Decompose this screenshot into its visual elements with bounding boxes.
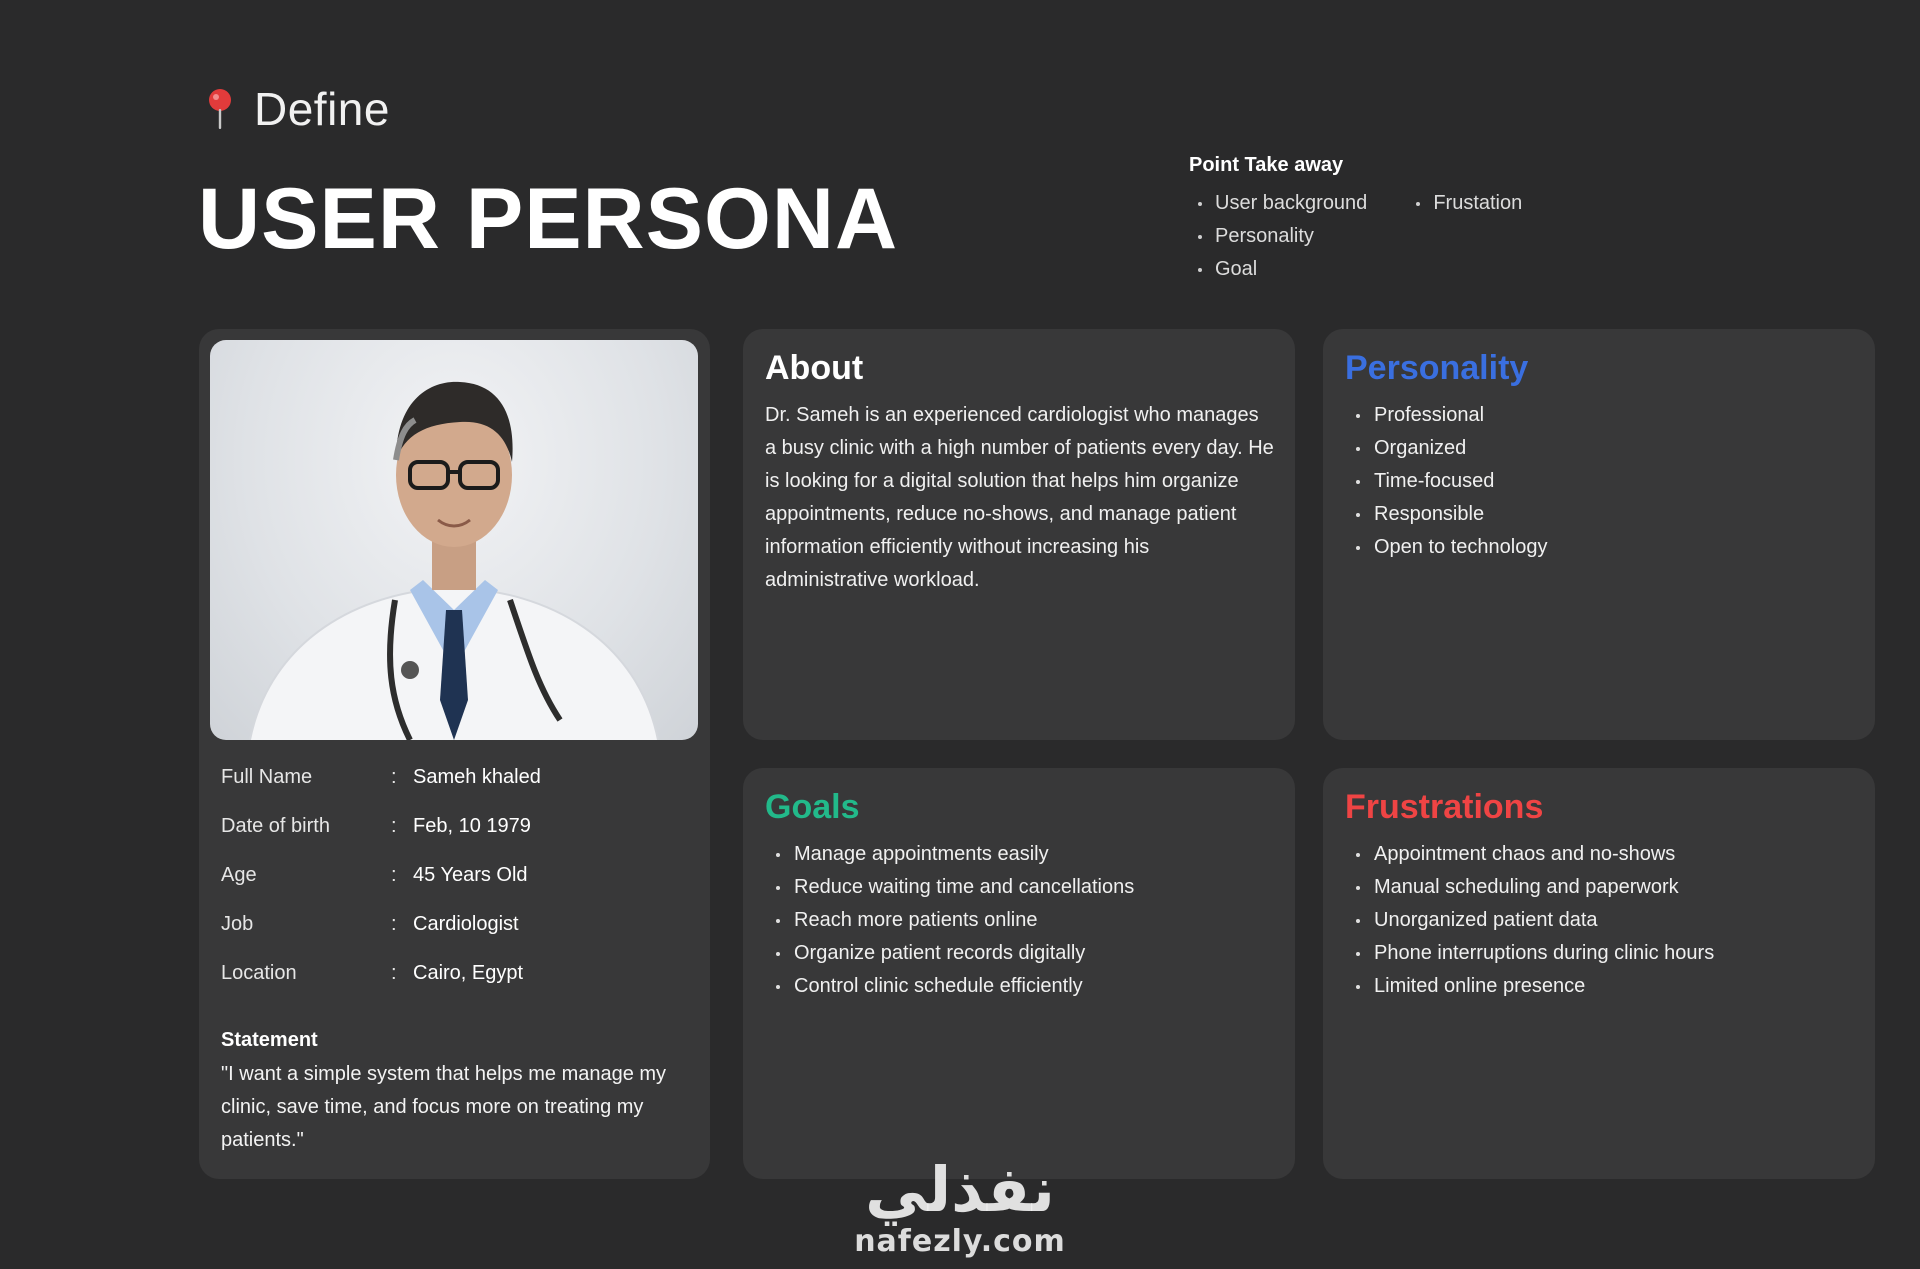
watermark-logo	[848, 1155, 1072, 1259]
takeaway-list-2	[1407, 187, 1522, 286]
about-card	[743, 329, 1295, 740]
section-header	[200, 82, 390, 136]
info-value: Feb, 10 1979	[413, 815, 531, 837]
statement-heading: Statement	[221, 1029, 318, 1051]
personality-title: Personality	[1345, 349, 1529, 387]
profile-card	[199, 329, 710, 1179]
persona-photo	[210, 340, 698, 740]
doctor-portrait-image	[210, 340, 698, 740]
list-item: Manage appointments easily	[765, 838, 1134, 871]
info-row	[221, 815, 691, 864]
info-value: 45 Years Old	[413, 864, 528, 886]
takeaway-list-1	[1189, 187, 1367, 286]
info-label: Location	[221, 962, 297, 984]
statement-block	[221, 1029, 696, 1157]
info-row	[221, 913, 691, 962]
list-item: Unorganized patient data	[1345, 904, 1714, 937]
goals-title: Goals	[765, 788, 860, 826]
list-item: Manual scheduling and paperwork	[1345, 871, 1714, 904]
info-label: Job	[221, 913, 254, 935]
goals-card	[743, 768, 1295, 1179]
frustrations-title: Frustrations	[1345, 788, 1544, 826]
info-label: Date of birth	[221, 815, 330, 837]
list-item: Responsible	[1345, 498, 1547, 531]
info-colon: :	[391, 962, 397, 984]
info-value: Sameh khaled	[413, 766, 541, 788]
frustrations-card	[1323, 768, 1875, 1179]
info-row	[221, 864, 691, 913]
takeaway-panel	[1189, 154, 1522, 286]
info-value: Cardiologist	[413, 913, 519, 935]
persona-info-table	[221, 766, 691, 1011]
list-item: Appointment chaos and no-shows	[1345, 838, 1714, 871]
takeaway-item: User background	[1189, 187, 1367, 220]
list-item: Open to technology	[1345, 531, 1547, 564]
list-item: Limited online presence	[1345, 970, 1714, 1003]
info-colon: :	[391, 815, 397, 837]
list-item: Reach more patients online	[765, 904, 1134, 937]
list-item: Organized	[1345, 432, 1547, 465]
list-item: Phone interruptions during clinic hours	[1345, 937, 1714, 970]
info-label: Age	[221, 864, 257, 886]
info-row	[221, 766, 691, 815]
statement-text: "I want a simple system that helps me manage my clinic, save time, and focus more on treating my patients."	[221, 1063, 667, 1151]
list-item: Reduce waiting time and cancellations	[765, 871, 1134, 904]
personality-list	[1345, 399, 1547, 564]
info-colon: :	[391, 913, 397, 935]
about-text: Dr. Sameh is an experienced cardiologist who manages a busy clinic with a high number of patients every day. He is looking for a digital solution that helps him organize appointments, reduce no-shows, and manage patient information efficiently without increasing his administrative workload.	[765, 404, 1274, 591]
list-item: Control clinic schedule efficiently	[765, 970, 1134, 1003]
info-colon: :	[391, 864, 397, 886]
section-title: Define	[254, 83, 390, 135]
watermark-domain: nafezly.com	[854, 1224, 1066, 1259]
list-item: Organize patient records digitally	[765, 937, 1134, 970]
list-item: Time-focused	[1345, 465, 1547, 498]
takeaway-item: Goal	[1189, 253, 1367, 286]
list-item: Professional	[1345, 399, 1547, 432]
info-row	[221, 962, 691, 1011]
takeaway-item: Frustation	[1407, 187, 1522, 220]
goals-list	[765, 838, 1134, 1003]
watermark-arabic: نفذلي	[865, 1153, 1055, 1226]
info-label: Full Name	[221, 766, 313, 788]
frustrations-list	[1345, 838, 1714, 1003]
takeaway-heading: Point Take away	[1189, 154, 1344, 176]
page-title: USER PERSONA	[198, 171, 899, 267]
takeaway-item: Personality	[1189, 220, 1367, 253]
map-pin-icon	[200, 87, 240, 131]
personality-card	[1323, 329, 1875, 740]
info-colon: :	[391, 766, 397, 788]
info-value: Cairo, Egypt	[413, 962, 524, 984]
about-title: About	[765, 349, 864, 387]
